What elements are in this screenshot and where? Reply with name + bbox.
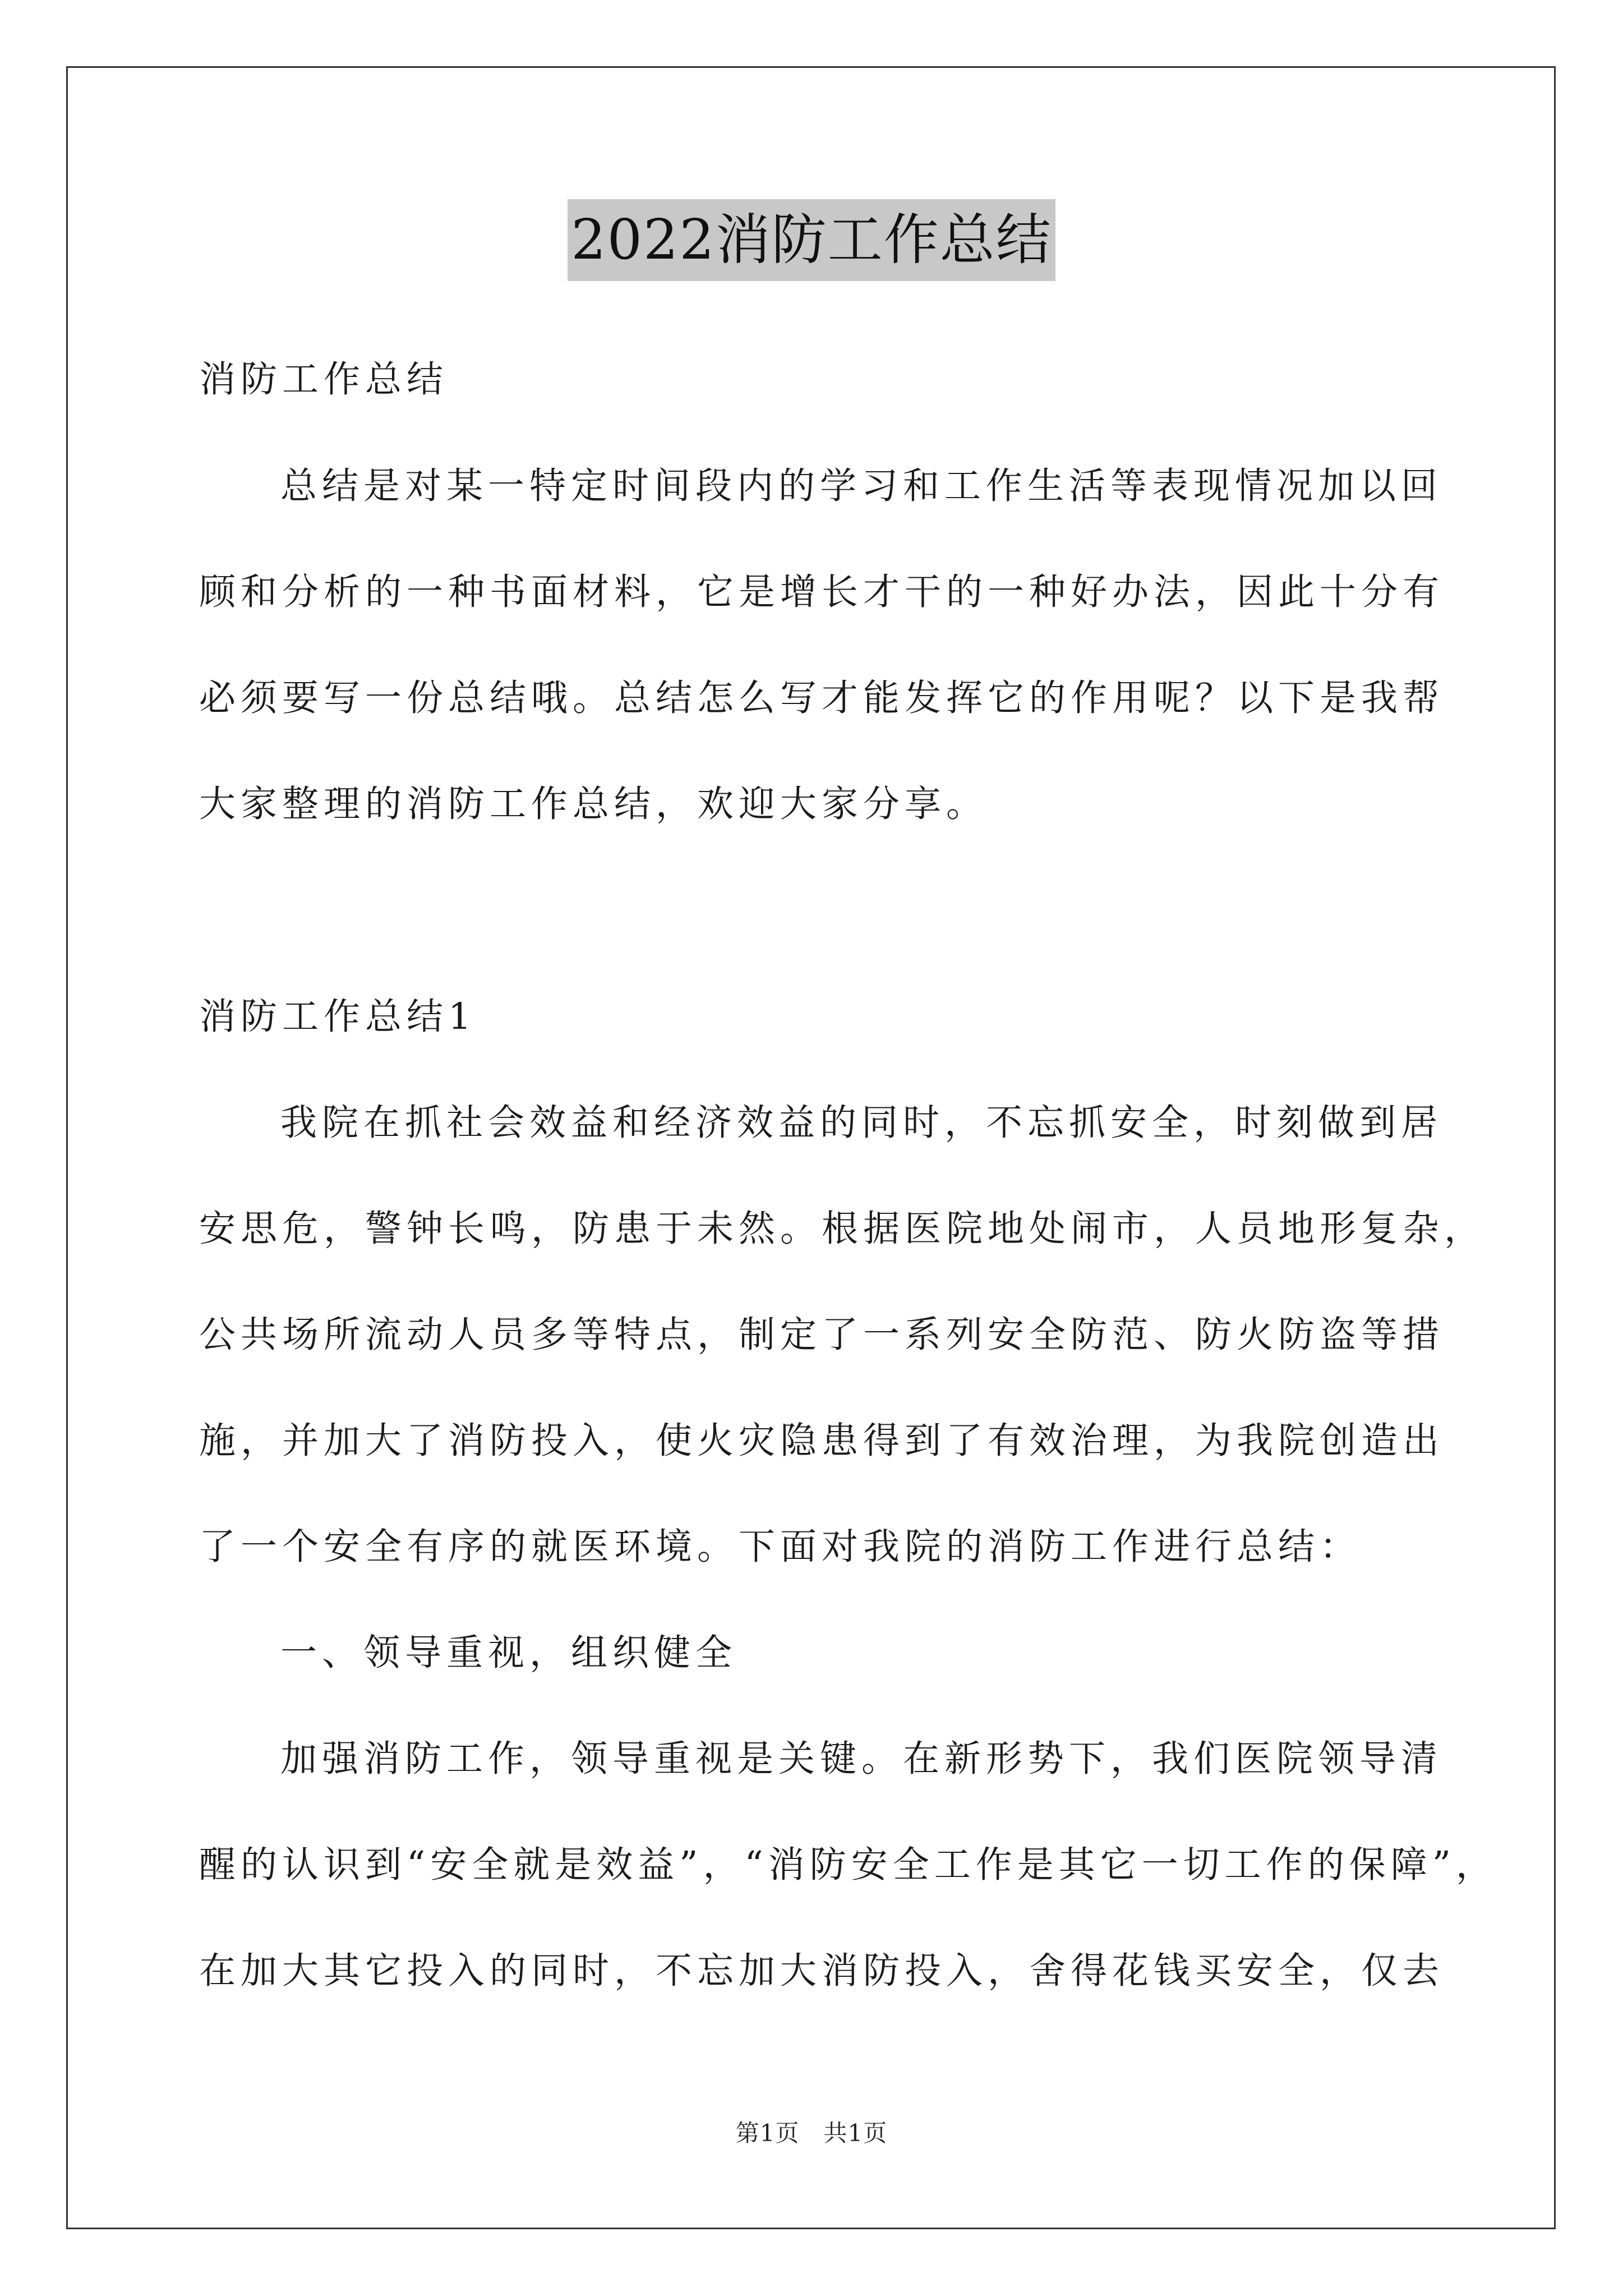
body-line-5: 了一个安全有序的就医环境。下面对我院的消防工作进行总结： (199, 1526, 1362, 1568)
para2-line-1: 加强消防工作，领导重视是关键。在新形势下，我们医院领导清 (280, 1738, 1443, 1780)
title-container (0, 199, 1623, 281)
body-line-4: 施，并加大了消防投入，使火灾隐患得到了有效治理，为我院创造出 (199, 1420, 1445, 1462)
section-title: 消防工作总结1 (199, 996, 477, 1038)
body-line-2: 安思危，警钟长鸣，防患于未然。根据医院地处闹市，人员地形复杂， (199, 1208, 1486, 1250)
heading-1: 一、领导重视，组织健全 (280, 1632, 737, 1674)
body-line-3: 公共场所流动人员多等特点，制定了一系列安全防范、防火防盗等措 (199, 1314, 1445, 1356)
document-title: 2022消防工作总结 (568, 199, 1055, 281)
intro-line-3: 必须要写一份总结哦。总结怎么写才能发挥它的作用呢？以下是我帮 (199, 677, 1445, 719)
page-footer: 第1页 共1页 (735, 2119, 888, 2147)
intro-line-1: 总结是对某一特定时间段内的学习和工作生活等表现情况加以回 (280, 465, 1443, 507)
para2-line-2: 醒的认识到“安全就是效益”，“消防安全工作是其它一切工作的保障”， (199, 1844, 1497, 1886)
body-line-1: 我院在抓社会效益和经济效益的同时，不忘抓安全，时刻做到居 (280, 1102, 1443, 1144)
para2-line-3: 在加大其它投入的同时，不忘加大消防投入，舍得花钱买安全，仅去 (199, 1950, 1445, 1992)
intro-line-2: 顾和分析的一种书面材料，它是增长才干的一种好办法，因此十分有 (199, 571, 1445, 613)
subtitle: 消防工作总结 (199, 358, 449, 401)
intro-line-4: 大家整理的消防工作总结，欢迎大家分享。 (199, 783, 988, 825)
